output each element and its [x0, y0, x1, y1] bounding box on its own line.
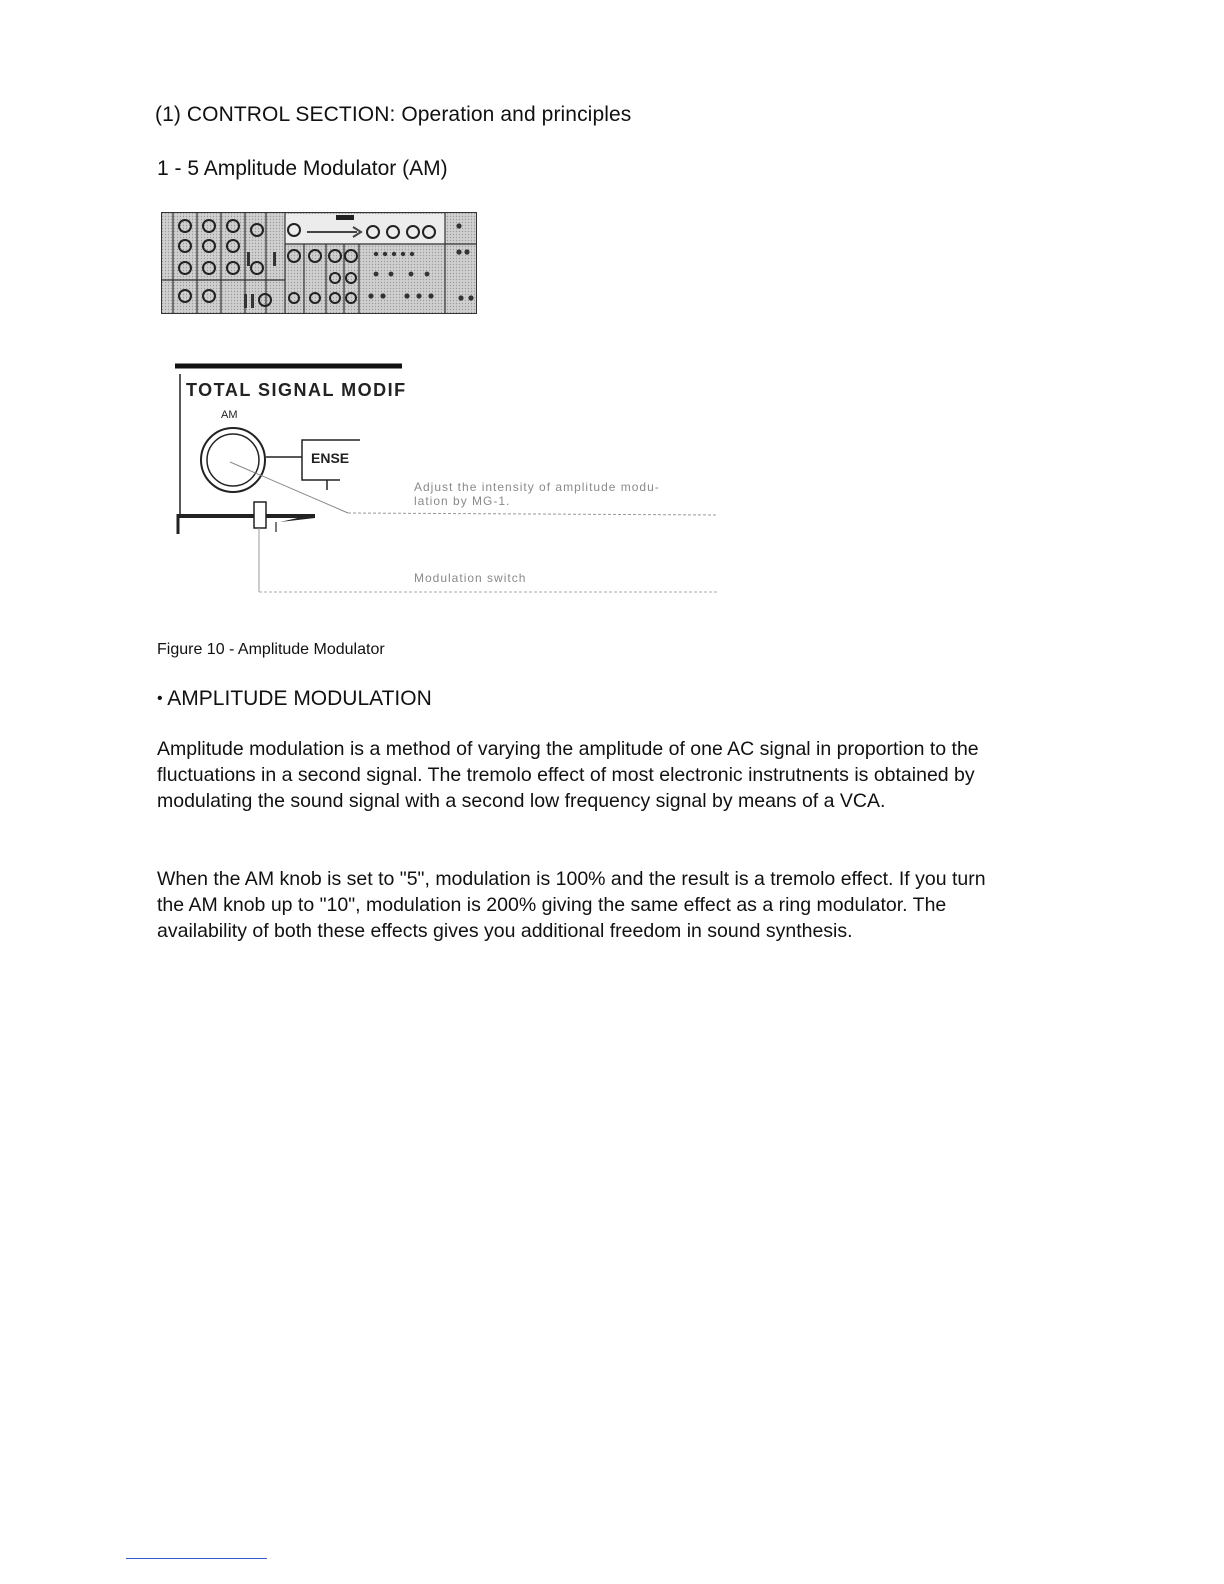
synth-panel-image [161, 212, 477, 314]
annotation-intensity-line1: Adjust the intensity of amplitude modu- [414, 480, 660, 494]
annotation-intensity-line2: lation by MG-1. [414, 494, 511, 508]
figure-caption: Figure 10 - Amplitude Modulator [157, 641, 385, 658]
paragraph-2: When the AM knob is set to "5", modulation is 100% and the result is a tremolo effect. If you turn the AM knob up to "10", modulation is 200% giving the same effect as a ring modulator. The availability of both these effects gives you additional freedom in sound synthesis. [157, 868, 986, 942]
section-heading [157, 687, 432, 711]
section-heading-text: AMPLITUDE MODULATION [167, 687, 432, 710]
amplitude-modulator-diagram [170, 362, 730, 602]
section-title: (1) CONTROL SECTION: Operation and principles [155, 103, 632, 126]
footer-rule [126, 1558, 267, 1559]
paragraph-1: Amplitude modulation is a method of varying the amplitude of one AC signal in proportion to the fluctuations in a second signal. The tremolo effect of most electronic instrutnents is obtained by modulating the sound signal with a second low frequency signal by means of a VCA. [157, 738, 979, 812]
am-knob-label: AM [221, 409, 238, 421]
sub-title: 1 - 5 Amplitude Modulator (AM) [157, 157, 448, 180]
ense-box-label: ENSE [311, 450, 350, 466]
annotation-modulation-switch: Modulation switch [414, 571, 527, 585]
bullet: • [157, 690, 163, 707]
diagram-header: TOTAL SIGNAL MODIF [186, 380, 407, 400]
